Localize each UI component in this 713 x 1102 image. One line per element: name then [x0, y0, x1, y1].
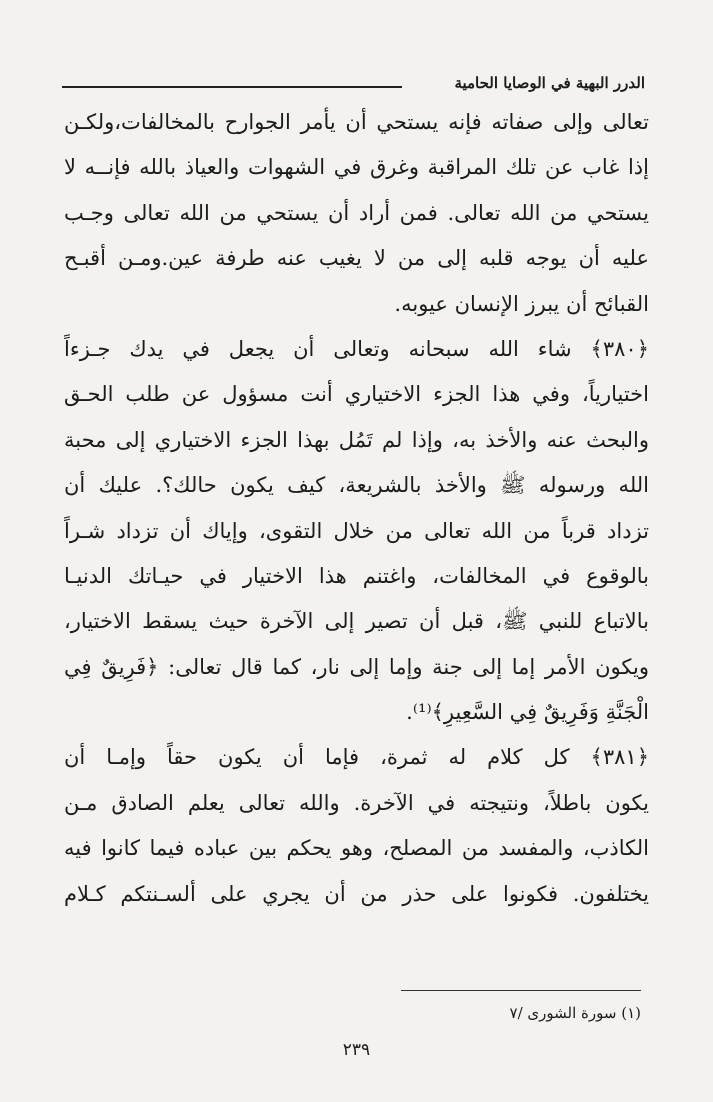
text-line: والبحث عنه والأخذ به، وإذا لم تَمُل بهذا الجزء الاختياري إلى محبة — [64, 427, 649, 452]
text-line: يختلفون. فكونوا على حذر من أن يجري على ألسـنتكم كـلام — [64, 881, 649, 906]
body-text — [64, 100, 649, 917]
text-line: اختيارياً، وفي هذا الجزء الاختياري أنت مسؤول عن طلب الحـق — [64, 382, 649, 407]
text-line: ﴿٣٨١﴾ كل كلام له ثمرة، فإما أن يكون حقاً وإمـا أن — [64, 745, 649, 770]
footnote-rule — [401, 990, 641, 991]
text-line: عليه أن يوجه قلبه إلى من لا يغيب عنه طرفة عين.ومـن أقبـح — [64, 246, 649, 271]
text-line: ويكون الأمر إما إلى جنة وإما إلى نار، كما قال تعالى: ﴿فَرِيقٌ فِي — [64, 654, 649, 679]
text-line: ﴿٣٨٠﴾ شاء الله سبحانه وتعالى أن يجعل في يدك جـزءاً — [64, 336, 649, 361]
text-line: الْجَنَّةِ وَفَرِيقٌ فِي السَّعِيرِ﴾⁽¹⁾. — [406, 700, 649, 725]
page-number: ٢٣٩ — [342, 1040, 371, 1060]
text-line: القبائح أن يبرز الإنسان عيوبه. — [394, 291, 649, 316]
text-line: يستحي من الله تعالى. فمن أراد أن يستحي من الله تعالى وجـب — [64, 200, 649, 225]
running-header — [62, 74, 651, 98]
header-title: الدرر البهية في الوصايا الحامية — [454, 74, 645, 92]
text-line: بالاتباع للنبي ﷺ، قبل أن تصير إلى الآخرة حيث يسقط الاختيار، — [64, 609, 649, 634]
text-line: تزداد قرباً من الله تعالى من خلال التقوى، وإياك أن تزداد شـراً — [64, 518, 649, 543]
footnote: (١) سورة الشورى /٧ — [509, 1004, 641, 1022]
text-line: بالوقوع في المخالفات، واغتنم هذا الاختيار في حيـاتك الدنيـا — [64, 563, 649, 588]
text-line: تعالى وإلى صفاته فإنه يستحي أن يأمر الجوارح بالمخالفات،ولكـن — [64, 110, 649, 134]
text-line: الكاذب، والمفسد من المصلح، وهو يحكم بين عباده فيما كانوا فيه — [64, 836, 649, 861]
text-line: الله ورسوله ﷺ والأخذ بالشريعة، كيف يكون حالك؟. عليك أن — [64, 473, 649, 498]
text-line: إذا غاب عن تلك المراقبة وغرق في الشهوات والعياذ بالله فإنــه لا — [64, 155, 649, 180]
text-line: يكون باطلاً، ونتيجته في الآخرة. والله تعالى يعلم الصادق مـن — [64, 790, 649, 815]
header-rule — [62, 86, 402, 88]
